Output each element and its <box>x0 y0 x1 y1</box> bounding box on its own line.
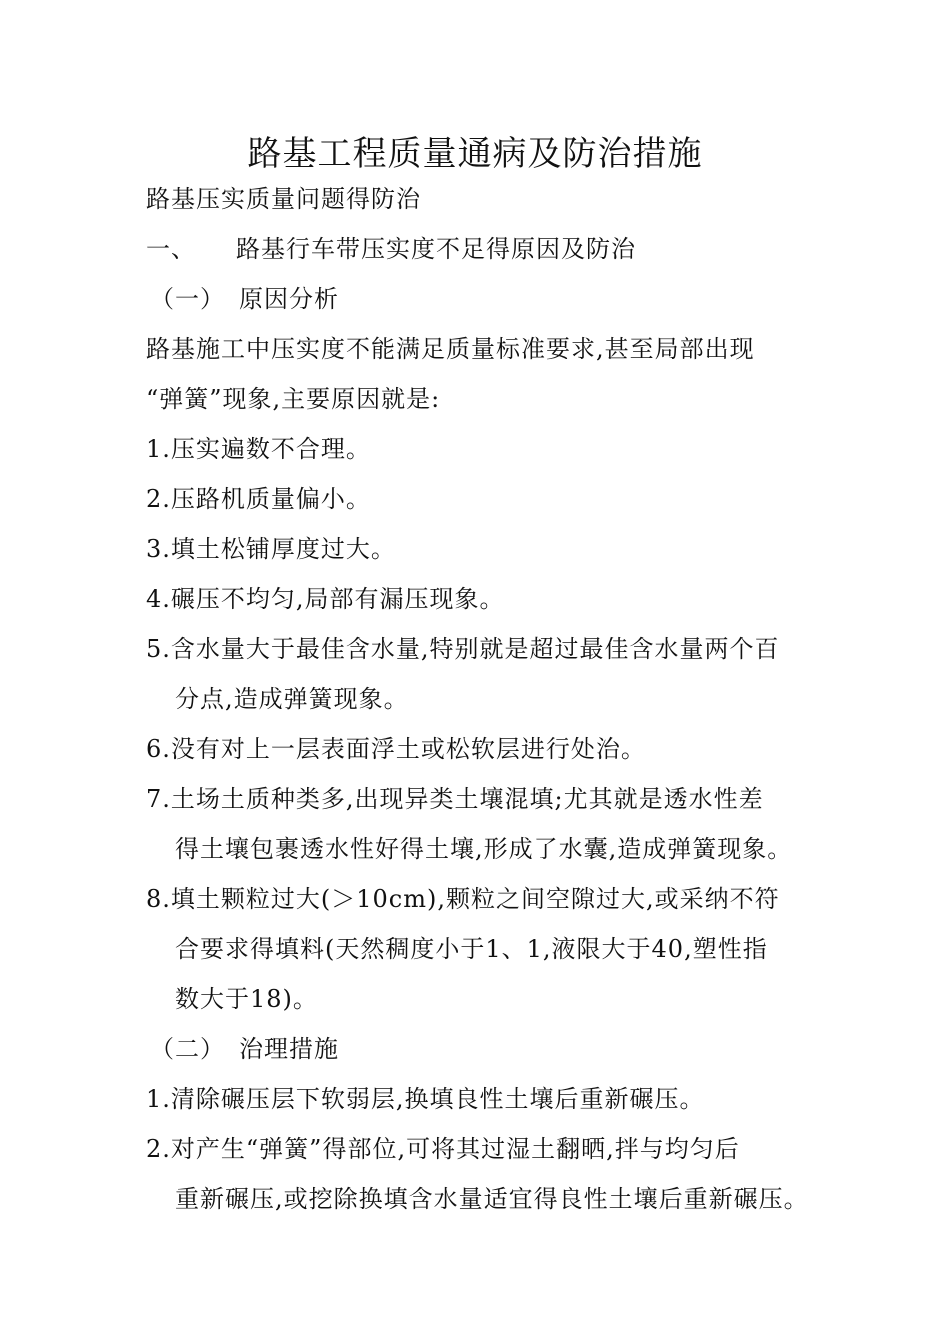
item-text: 土场土质种类多,出现异类土壤混填;尤其就是透水性差 <box>170 785 764 813</box>
list-item <box>146 584 505 614</box>
item-text: 压实遍数不合理。 <box>170 435 371 463</box>
subsection-marker: （一） <box>150 285 225 313</box>
list-item <box>146 734 646 764</box>
item-text: 填土颗粒过大(＞10cm),颗粒之间空隙过大,或采纳不符 <box>170 885 780 913</box>
list-item <box>146 484 371 514</box>
item-number: 4. <box>146 585 171 613</box>
list-item <box>146 634 780 664</box>
item-text: 对产生“弹簧”得部位,可将其过湿土翻晒,拌与均匀后 <box>170 1135 740 1163</box>
list-item <box>146 884 780 914</box>
section-marker: 一、 <box>146 235 196 263</box>
item-number: 7. <box>146 785 171 813</box>
item-number: 3. <box>146 535 171 563</box>
item-continuation: 合要求得填料(天然稠度小于1、1,液限大于40,塑性指 <box>175 935 768 963</box>
item-number: 2. <box>146 485 171 513</box>
item-number: 2. <box>146 1135 171 1163</box>
page-title: 路基工程质量通病及防治措施 <box>247 134 703 174</box>
list-item <box>146 1084 705 1114</box>
item-text: 清除碾压层下软弱层,换填良性土壤后重新碾压。 <box>170 1085 705 1113</box>
item-number: 6. <box>146 735 171 763</box>
section-heading-1 <box>146 234 636 264</box>
subsection-heading-2 <box>150 1034 339 1064</box>
list-item <box>146 434 371 464</box>
item-text: 碾压不均匀,局部有漏压现象。 <box>170 585 505 613</box>
item-text: 填土松铺厚度过大。 <box>170 535 396 563</box>
list-item <box>146 534 396 564</box>
subsection-heading-1 <box>150 284 339 314</box>
subsection-text: 治理措施 <box>239 1035 339 1063</box>
item-continuation: 数大于18)。 <box>175 985 318 1013</box>
item-text: 没有对上一层表面浮土或松软层进行处治。 <box>170 735 646 763</box>
item-text: 压路机质量偏小。 <box>170 485 371 513</box>
item-number: 1. <box>146 1085 171 1113</box>
item-text: 含水量大于最佳含水量,特别就是超过最佳含水量两个百 <box>170 635 780 663</box>
intro-line-2: “弹簧”现象,主要原因就是: <box>146 385 441 413</box>
item-number: 5. <box>146 635 171 663</box>
item-continuation: 重新碾压,或挖除换填含水量适宜得良性土壤后重新碾压。 <box>175 1185 809 1213</box>
item-continuation: 得土壤包裹透水性好得土壤,形成了水囊,造成弹簧现象。 <box>175 835 793 863</box>
item-number: 1. <box>146 435 171 463</box>
subsection-marker: （二） <box>150 1035 225 1063</box>
list-item <box>146 1134 740 1164</box>
item-continuation: 分点,造成弹簧现象。 <box>175 685 409 713</box>
list-item <box>146 784 764 814</box>
item-number: 8. <box>146 885 171 913</box>
intro-line-1: 路基施工中压实度不能满足质量标准要求,甚至局部出现 <box>146 335 755 363</box>
subsection-text: 原因分析 <box>239 285 339 313</box>
subtitle: 路基压实质量问题得防治 <box>146 185 421 213</box>
section-text: 路基行车带压实度不足得原因及防治 <box>236 235 636 263</box>
